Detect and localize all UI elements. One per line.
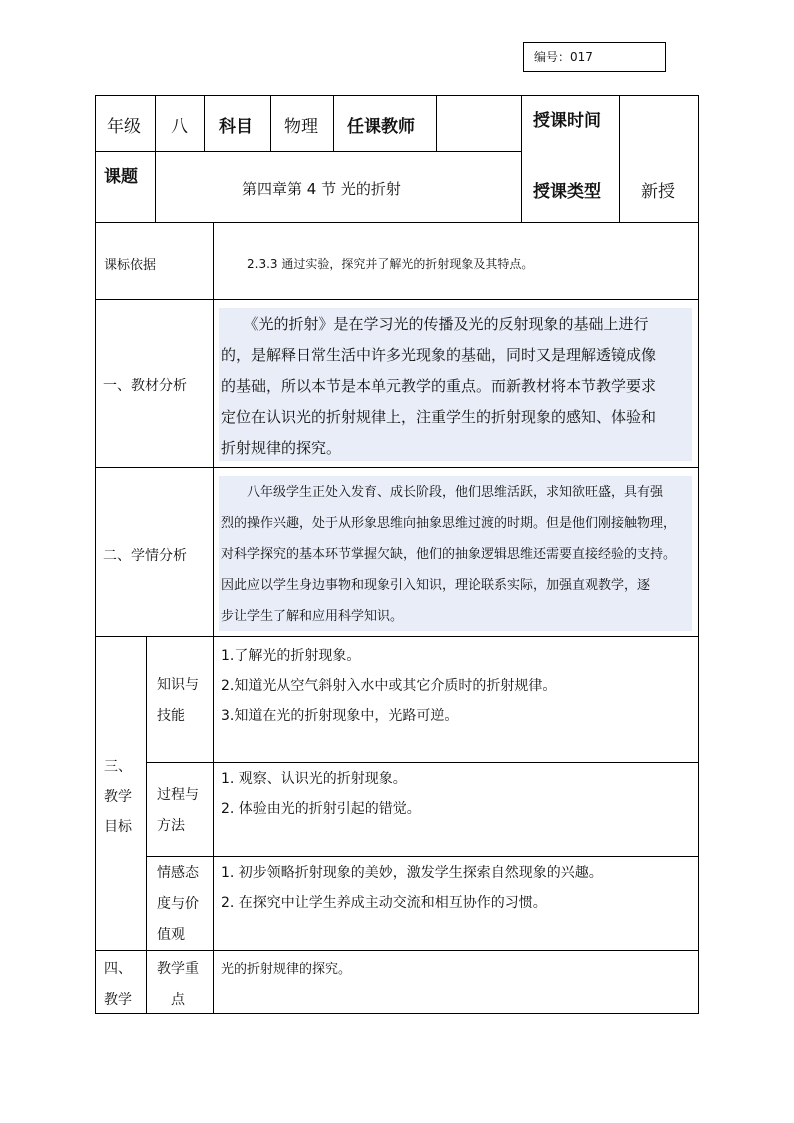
textbook-line: 定位在认识光的折射规律上，注重学生的折射现象的感知、体验和	[221, 408, 657, 426]
students-line: 步让学生了解和应用科学知识。	[221, 609, 404, 624]
list-item: 2. 在探究中让学生养成主动交流和相互协作的习惯。	[221, 895, 547, 911]
standard-label: 课标依据	[104, 258, 157, 273]
students-label: 二、学情分析	[103, 548, 187, 564]
list-item: 1. 观察、认识光的折射现象。	[221, 771, 407, 787]
textbook-line: 的，是解释日常生活中许多光现象的基础，同时又是理解透镜成像	[221, 346, 657, 364]
grade-label: 年级	[107, 117, 141, 137]
goals-label: 三、 教学 目标	[104, 759, 132, 835]
list-item: 3.知道在光的折射现象中，光路可逆。	[221, 708, 459, 724]
topic-label: 课题	[104, 167, 138, 187]
type-value: 新授	[641, 182, 675, 202]
students-line: 烈的操作兴趣，处于从形象思维向抽象思维过渡的时期。但是他们刚接触物理，	[221, 516, 677, 531]
document-code: 编号：017	[534, 50, 593, 64]
focus-label: 四、 教学	[104, 961, 132, 1008]
textbook-line: 折射规律的探究。	[221, 439, 342, 457]
textbook-label: 一、教材分析	[103, 378, 187, 394]
students-text	[221, 477, 697, 632]
list-item: 1. 初步领略折射现象的美妙，激发学生探索自然现象的兴趣。	[221, 865, 603, 881]
list-item: 2.知道光从空气斜射入水中或其它介质时的折射规律。	[221, 678, 557, 694]
topic-value: 第四章第 4 节 光的折射	[242, 180, 401, 198]
list-item: 2. 体验由光的折射引起的错觉。	[221, 801, 421, 817]
process-list	[221, 764, 421, 824]
process-label: 过程与 方法	[157, 787, 199, 834]
textbook-line: 的基础，所以本节是本单元教学的重点。而新教材将本节教学要求	[221, 377, 657, 395]
list-item: 1.了解光的折射现象。	[221, 648, 361, 664]
knowledge-label: 知识与 技能	[157, 677, 199, 724]
focus-sub-label: 教学重 点	[157, 961, 199, 1008]
emotion-label: 情感态 度与价 值观	[157, 865, 199, 943]
emotion-list	[221, 858, 603, 918]
document-code-box	[523, 42, 666, 72]
students-line: 八年级学生正处入发育、成长阶段，他们思维活跃，求知欲旺盛，具有强	[221, 485, 664, 500]
teacher-label: 任课教师	[347, 117, 415, 137]
time-label: 授课时间	[533, 111, 601, 131]
subject-value: 物理	[284, 117, 318, 137]
textbook-line: 《光的折射》是在学习光的传播及光的反射现象的基础上进行	[221, 315, 649, 333]
knowledge-list	[221, 641, 556, 731]
type-label: 授课类型	[533, 182, 601, 202]
students-line: 对科学探究的基本环节掌握欠缺，他们的抽象逻辑思维还需要直接经验的支持。	[221, 547, 677, 562]
grade-value: 八	[171, 117, 188, 137]
standard-text: 2.3.3 通过实验，探究并了解光的折射现象及其特点。	[247, 257, 534, 271]
subject-label: 科目	[219, 117, 253, 137]
focus-text: 光的折射规律的探究。	[221, 962, 352, 977]
textbook-text	[221, 309, 695, 464]
students-line: 因此应以学生身边事物和现象引入知识，理论联系实际，加强直观教学，逐	[221, 578, 651, 593]
